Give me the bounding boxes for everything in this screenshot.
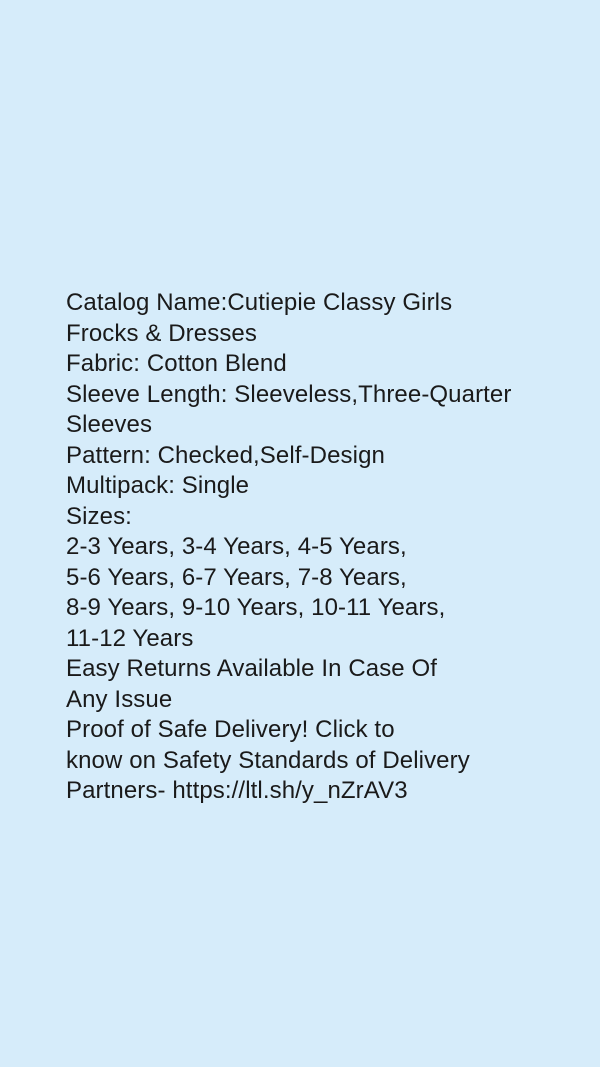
description-line: 2-3 Years, 3-4 Years, 4-5 Years, [66,533,407,560]
product-description-block [66,288,556,807]
description-line: Pattern: Checked,Self-Design [66,441,385,469]
description-line: Multipack: Single [66,472,250,499]
description-line: Proof of Safe Delivery! Click to [66,716,395,743]
description-line: Any Issue [66,685,173,713]
description-line: Sizes: [66,502,132,530]
description-line: Frocks & Dresses [66,319,257,347]
description-line: Partners- https://ltl.sh/y_nZrAV3 [66,777,408,804]
description-line: 5-6 Years, 6-7 Years, 7-8 Years, [66,563,407,591]
description-line: Catalog Name:Cutiepie Classy Girls [66,289,453,316]
description-line: know on Safety Standards of Delivery [66,746,470,774]
description-line: Fabric: Cotton Blend [66,350,287,377]
description-line: 8-9 Years, 9-10 Years, 10-11 Years, [66,594,446,621]
description-line: Sleeve Length: Sleeveless,Three-Quarter [66,380,512,408]
description-line: Easy Returns Available In Case Of [66,655,438,682]
description-line: 11-12 Years [66,624,194,652]
description-line: Sleeves [66,411,153,438]
